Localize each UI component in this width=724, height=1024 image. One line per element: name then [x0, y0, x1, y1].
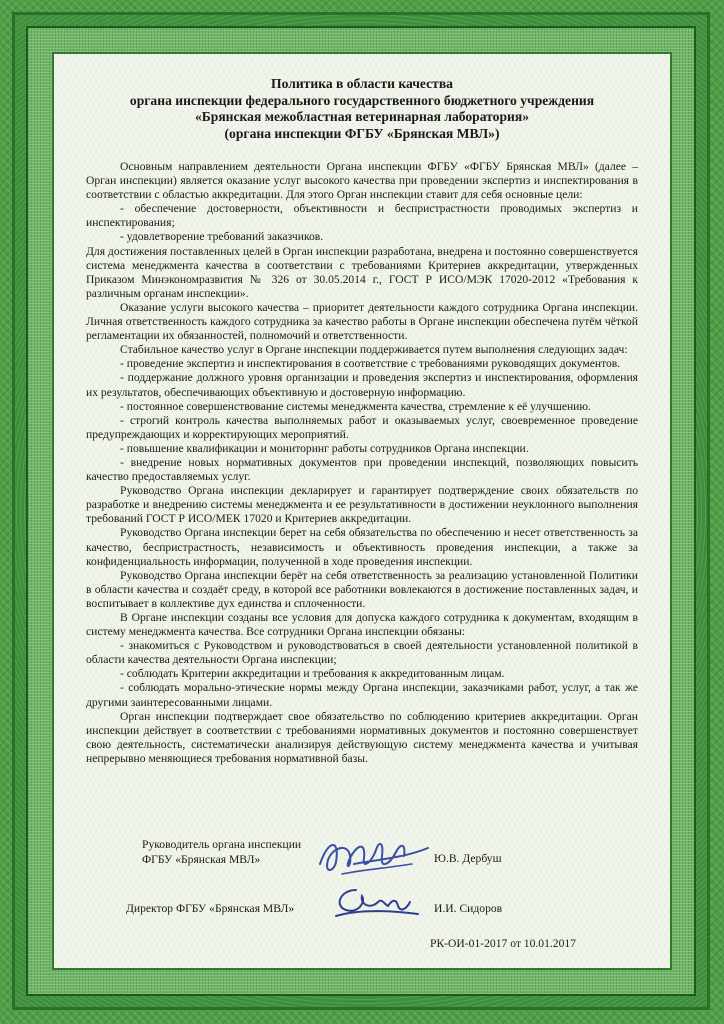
paragraph: Руководство Органа инспекции берёт на себя ответственность за реализацию установленной Политики в области качества и создаёт среду, в которой все работники вовлекаются в достижение поставленных задач, и воспитывает в коллективе дух единства и сплоченности.	[86, 568, 638, 610]
list-item: - строгий контроль качества выполняемых работ и оказываемых услуг, своевременное проведение предупреждающих и корректирующих мероприятий.	[86, 413, 638, 441]
title-line-3: «Брянская межобластная ветеринарная лаборатория»	[194, 109, 530, 124]
document-body	[86, 160, 638, 766]
head-role-line-1: Руководитель органа инспекции	[142, 838, 302, 851]
paragraph: Руководство Органа инспекции берет на себя обязательства по обеспечению и несет ответственность за качество, беспристрастность, независимость и объективность проведения инспекции, а также за конфиденциальность информации, полученной в ходе проведения инспекции.	[86, 526, 638, 568]
list-item: - постоянное совершенствование системы менеджмента качества, стремление к её улучшению.	[120, 399, 591, 413]
title-line-4: (органа инспекции ФГБУ «Брянская МВЛ»)	[224, 125, 500, 141]
director-name: И.И. Сидоров	[434, 902, 503, 915]
document-content	[86, 76, 638, 766]
list-item: - удовлетворение требований заказчиков.	[120, 230, 324, 244]
document-title	[86, 76, 638, 142]
paragraph: В Органе инспекции созданы все условия для допуска каждого сотрудника к документам, входящим в систему менеджмента качества. Все сотрудники Органа инспекции обязаны:	[86, 611, 638, 639]
paragraph: Стабильное качество услуг в Органе инспекции поддерживается путем выполнения следующих задач:	[120, 343, 628, 357]
paragraph: Руководство Органа инспекции декларирует и гарантирует подтверждение своих обязательств по разработке и внедрению системы менеджмента и ее результативности в достижении неуклонного выполнения требований ГОСТ Р ИСО/МЕК 17020 и Критериев аккредитации.	[86, 484, 638, 526]
title-line-1: Политика в области качества	[271, 76, 453, 91]
list-item: - соблюдать Критерии аккредитации и требования к аккредитованным лицам.	[120, 667, 505, 681]
director-role: Директор ФГБУ «Брянская МВЛ»	[126, 902, 295, 915]
head-role	[142, 838, 301, 867]
list-item: - знакомиться с Руководством и руководствоваться в своей деятельности установленной политикой в области качества деятельности Органа инспекции;	[86, 639, 638, 667]
title-line-2: органа инспекции федерального государственного бюджетного учреждения	[129, 92, 595, 108]
list-item: - проведение экспертиз и инспектирования в соответствие с требованиями руководящих документов.	[120, 357, 621, 371]
head-name: Ю.В. Дербуш	[434, 852, 502, 865]
list-item: - внедрение новых нормативных документов при проведении инспекций, позволяющих повысить качество предоставляемых услуг.	[86, 455, 638, 484]
list-item: - соблюдать морально-этические нормы между Органа инспекции, заказчиками работ, услуг, а так же другими заинтересованными лицами.	[86, 681, 638, 709]
document-reference: РК-ОИ-01-2017 от 10.01.2017	[430, 937, 576, 950]
paragraph: Для достижения поставленных целей в Орган инспекции разработана, внедрена и постоянно совершенствуется система менеджмента качества в соответствии с требованиями Критериев аккредитации, утвержденных Приказом Минэкономразвития № 326 от 30.05.2014 г., ГОСТ Р ИСО/МЭК 17020-2012 «Требования к различным органам инспекции».	[86, 244, 638, 300]
head-role-line-2: ФГБУ «Брянская МВЛ»	[142, 852, 261, 866]
list-item: - обеспечение достоверности, объективности и беспристрастности проводимых экспертиз и инспектирования;	[86, 202, 638, 230]
director-signature-icon	[326, 880, 426, 924]
paragraph: Орган инспекции подтверждает свое обязательство по соблюдению критериев аккредитации. Орган инспекции действует в соответствии с требованиями нормативных документов и постоянно совершенствует свою деятельность, систематически анализируя действующую систему менеджмента качества и учитывая непрерывно меняющиеся требования нормативной базы.	[86, 709, 638, 765]
paragraph: Основным направлением деятельности Органа инспекции ФГБУ «ФГБУ Брянская МВЛ» (далее – Орган инспекции) является оказание услуг высокого качества при проведении экспертиз и инспектирования в соответствии с областью аккредитации. Для этого Орган инспекции ставит для себя основные цели:	[86, 160, 638, 202]
head-signature-icon	[314, 834, 434, 880]
list-item: - поддержание должного уровня организации и проведения экспертиз и инспектирования, оформления их результатов, обеспечивающих объективную и достоверную информацию.	[86, 371, 638, 399]
paragraph: Оказание услуги высокого качества – приоритет деятельности каждого сотрудника Органа инспекции. Личная ответственность каждого сотрудника за качество работы в Органе инспекции обеспечена путём чёткой регламентации их обязанностей, полномочий и ответственности.	[86, 300, 638, 343]
list-item: - повышение квалификации и мониторинг работы сотрудников Органа инспекции.	[120, 441, 529, 455]
